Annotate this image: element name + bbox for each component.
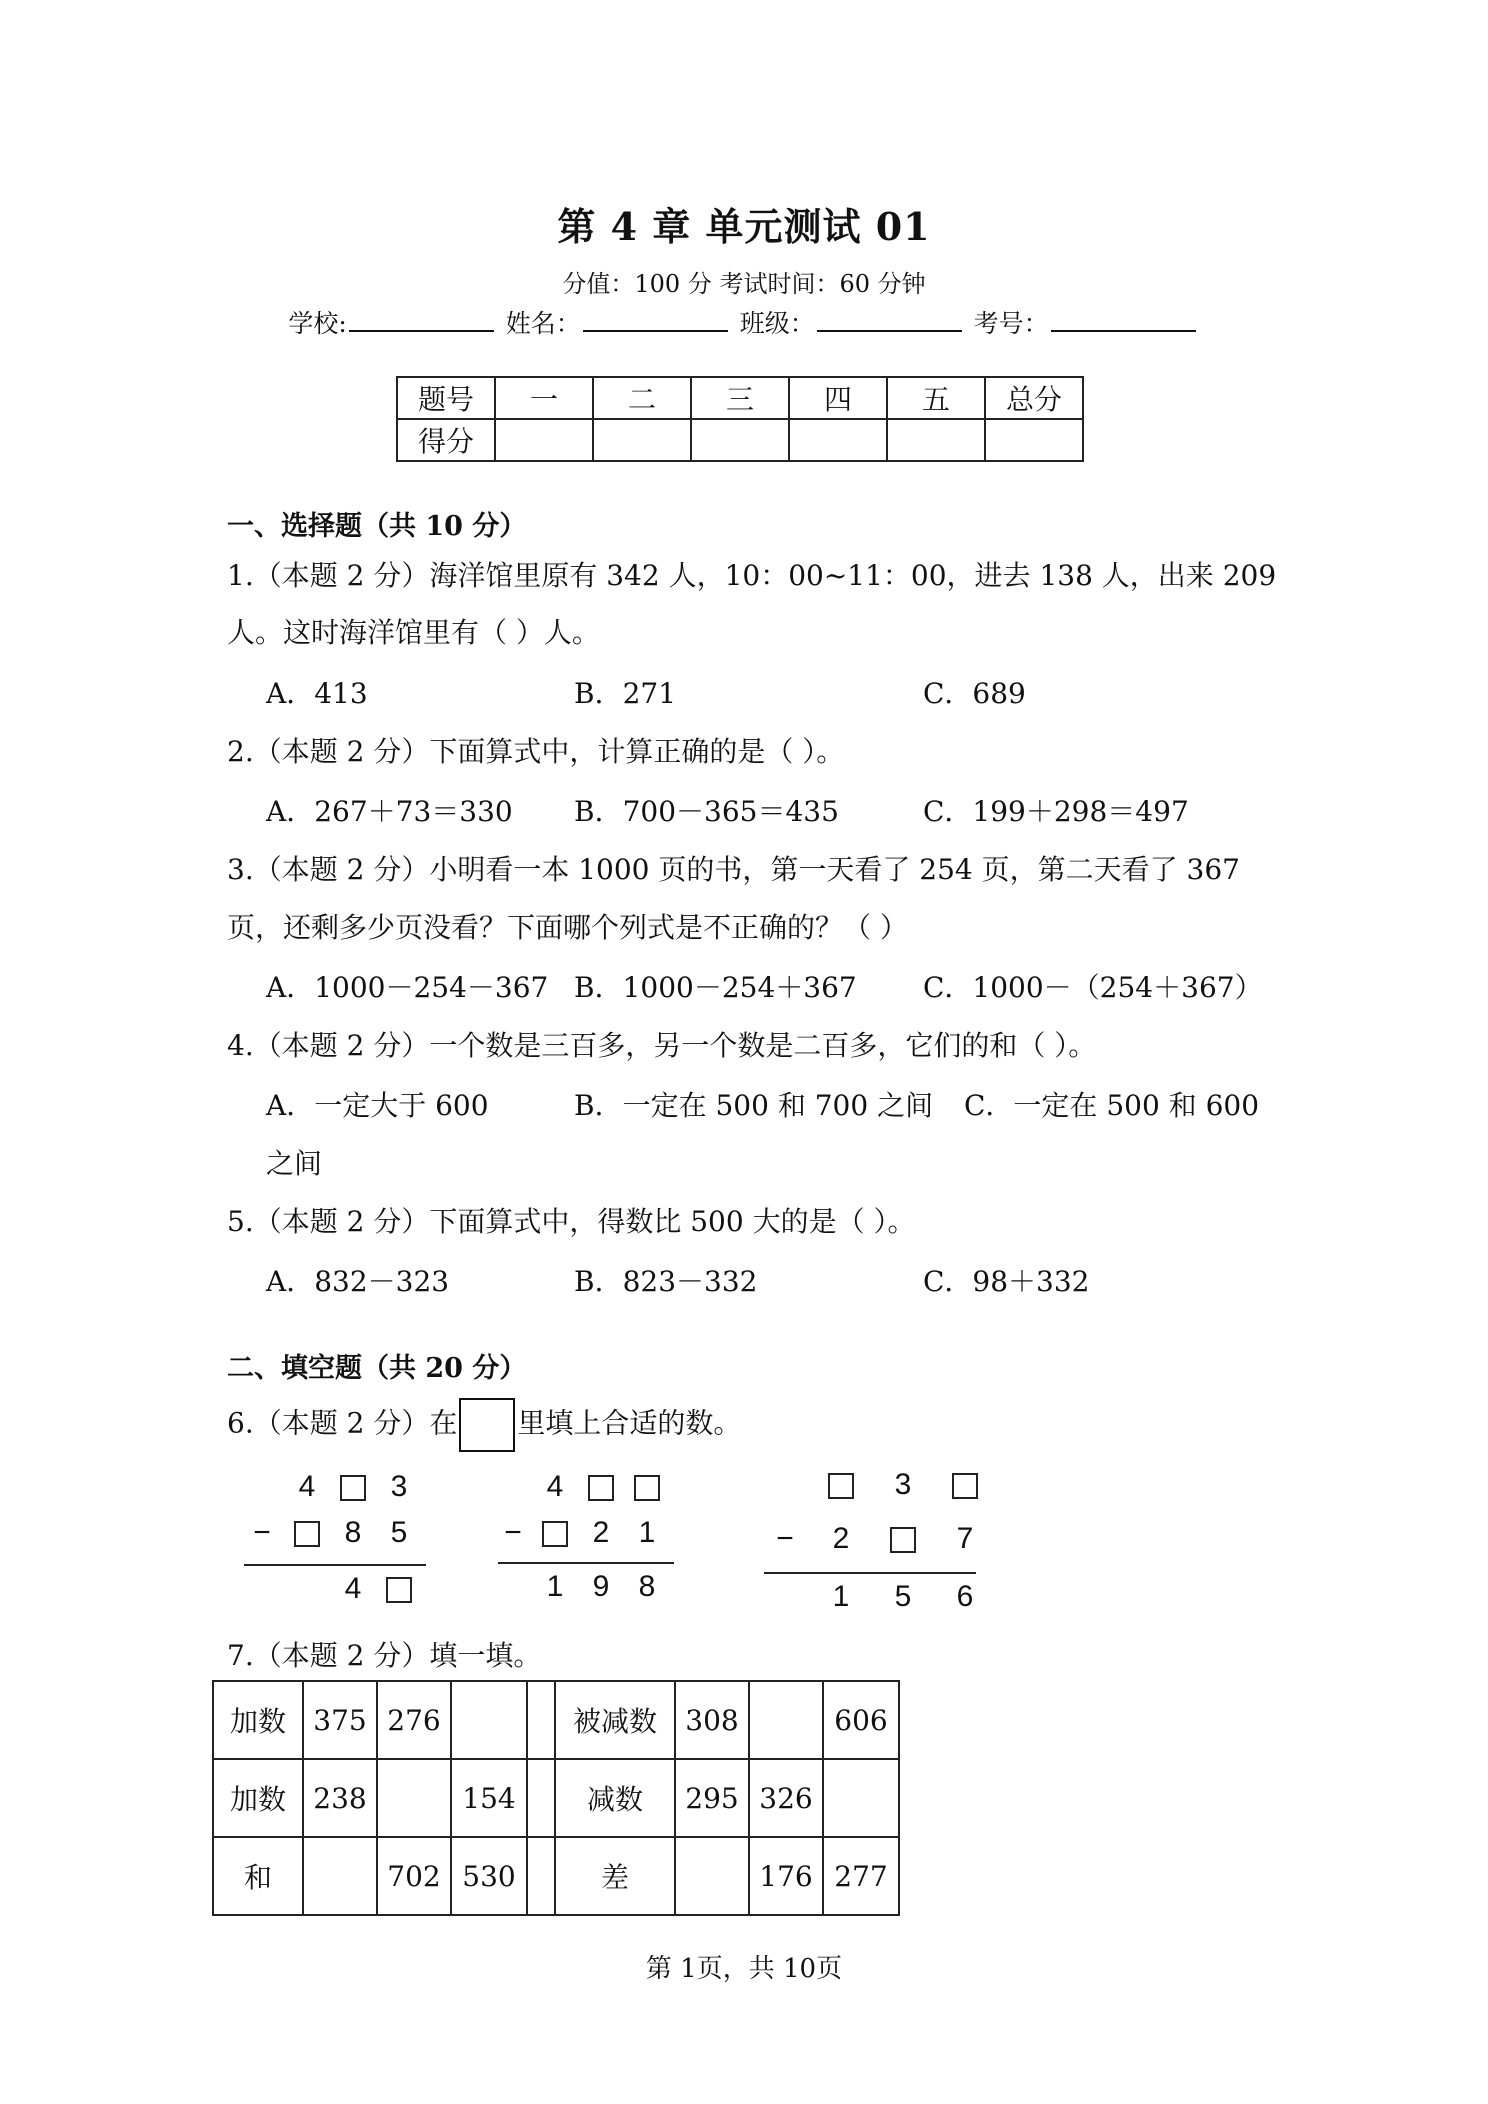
question-4-option-c-continuation: 之间: [266, 1147, 323, 1180]
table-gap-cell: [527, 1837, 555, 1915]
table-cell[interactable]: [451, 1681, 527, 1759]
score-table: [396, 376, 1084, 462]
question-3-option-c[interactable]: C．1000－（254＋367）: [923, 971, 1263, 1004]
page-footer: 第 1页，共 10页: [645, 1954, 843, 1984]
question-3-option-b[interactable]: B．1000－254＋367: [574, 971, 857, 1004]
question-3-line-2: 页，还剩多少页没看？下面哪个列式是不正确的？（ ）: [227, 911, 908, 944]
digit: 5: [894, 1580, 912, 1613]
digit: 4: [298, 1470, 316, 1503]
blank-digit-icon[interactable]: [330, 1470, 376, 1504]
score-cell[interactable]: [789, 419, 887, 461]
table-cell: 154: [451, 1759, 527, 1837]
question-5-option-b[interactable]: B．823－332: [574, 1265, 758, 1298]
row-label: 被减数: [555, 1681, 675, 1759]
score-cell[interactable]: [691, 419, 789, 461]
blank-digit-icon[interactable]: [284, 1516, 330, 1550]
blank-digit-icon[interactable]: [934, 1468, 996, 1502]
blank-digit-icon[interactable]: [578, 1470, 624, 1504]
score-header-cell: 三: [691, 377, 789, 419]
digit: 6: [956, 1580, 974, 1613]
table-cell: 308: [675, 1681, 749, 1759]
score-cell[interactable]: [593, 419, 691, 461]
table-gap-cell: [527, 1681, 555, 1759]
digit: 8: [638, 1570, 656, 1603]
blank-digit-icon[interactable]: [376, 1572, 422, 1606]
question-1-option-b[interactable]: B．271: [574, 677, 677, 710]
blank-digit-icon[interactable]: [872, 1522, 934, 1556]
row-label: 加数: [213, 1681, 303, 1759]
question-7-line-1: 7.（本题 2 分）填一填。: [227, 1639, 542, 1672]
table-cell: 530: [451, 1837, 527, 1915]
score-table-score-row: [397, 419, 1083, 461]
table-cell: 276: [377, 1681, 451, 1759]
class-blank[interactable]: [817, 306, 962, 332]
digit: 2: [832, 1522, 850, 1555]
table-cell: 238: [303, 1759, 377, 1837]
question-6-line-1: [227, 1398, 741, 1452]
name-label: 姓名：: [505, 309, 581, 338]
section-fill-heading: 二、填空题（共 20 分）: [227, 1353, 527, 1384]
question-6-text-after: 里填上合适的数。: [517, 1406, 742, 1440]
score-cell[interactable]: [985, 419, 1083, 461]
answer-box-icon: [459, 1398, 515, 1452]
digit: 5: [390, 1516, 408, 1549]
table-cell[interactable]: [377, 1759, 451, 1837]
sum-line: [244, 1564, 426, 1566]
class-label: 班级：: [739, 309, 815, 338]
question-4-option-b[interactable]: B．一定在 500 和 700 之间: [574, 1089, 934, 1122]
exam-number-label: 考号：: [973, 309, 1049, 338]
table-row: [213, 1837, 899, 1915]
row-label: 加数: [213, 1759, 303, 1837]
table-cell[interactable]: [823, 1759, 899, 1837]
score-row-label: 得分: [397, 419, 495, 461]
minus-sign: −: [504, 1516, 522, 1549]
score-header-cell: 四: [789, 377, 887, 419]
question-5-option-c[interactable]: C．98＋332: [923, 1265, 1090, 1298]
question-4-line-1: 4.（本题 2 分）一个数是三百多，另一个数是二百多，它们的和（ ）。: [227, 1029, 1097, 1062]
row-label: 减数: [555, 1759, 675, 1837]
table-cell: 277: [823, 1837, 899, 1915]
table-row: [213, 1759, 899, 1837]
blank-digit-icon[interactable]: [624, 1470, 670, 1504]
row-label: 差: [555, 1837, 675, 1915]
score-header-cell: 五: [887, 377, 985, 419]
table-cell: 606: [823, 1681, 899, 1759]
section-choice-heading: 一、选择题（共 10 分）: [227, 511, 527, 542]
student-info-fields: [0, 304, 1488, 340]
table-cell: 702: [377, 1837, 451, 1915]
digit: 4: [546, 1470, 564, 1503]
digit: 8: [344, 1516, 362, 1549]
page-title: 第 4 章 单元测试 01: [557, 204, 931, 249]
question-2-line-1: 2.（本题 2 分）下面算式中，计算正确的是（ ）。: [227, 735, 845, 768]
digit: 4: [344, 1572, 362, 1605]
score-cell[interactable]: [887, 419, 985, 461]
name-blank[interactable]: [583, 306, 728, 332]
digit: 3: [390, 1470, 408, 1503]
table-cell: 326: [749, 1759, 823, 1837]
digit: 1: [638, 1516, 656, 1549]
school-blank[interactable]: [349, 306, 494, 332]
score-header-cell: 总分: [985, 377, 1083, 419]
sum-line: [764, 1572, 976, 1574]
table-cell[interactable]: [303, 1837, 377, 1915]
question-4-option-c[interactable]: C．一定在 500 和 600: [964, 1089, 1260, 1122]
table-cell[interactable]: [675, 1837, 749, 1915]
score-header-cell: 二: [593, 377, 691, 419]
score-header-cell: 题号: [397, 377, 495, 419]
question-4-option-a[interactable]: A．一定大于 600: [266, 1089, 489, 1122]
vertical-subtraction-3: [760, 1468, 980, 1618]
question-1-line-1: 1.（本题 2 分）海洋馆里原有 342 人，10：00~11：00，进去 138 人，出来 209: [227, 559, 1277, 592]
minus-sign: −: [776, 1522, 794, 1555]
question-2-option-a[interactable]: A．267＋73＝330: [266, 795, 513, 828]
blank-digit-icon[interactable]: [532, 1516, 578, 1550]
question-6-text-before: 6.（本题 2 分）在: [227, 1406, 458, 1440]
sum-line: [498, 1562, 674, 1564]
school-label: 学校:: [288, 309, 347, 338]
question-5-option-a[interactable]: A．832－323: [266, 1265, 450, 1298]
question-2-option-c[interactable]: C．199＋298＝497: [923, 795, 1189, 828]
question-1-line-2: 人。这时海洋馆里有（ ）人。: [227, 616, 600, 649]
score-table-header-row: [397, 377, 1083, 419]
question-2-option-b[interactable]: B．700－365＝435: [574, 795, 839, 828]
digit: 1: [546, 1570, 564, 1603]
digit: 9: [592, 1570, 610, 1603]
question-1-option-a[interactable]: A．413: [266, 677, 368, 710]
digit: 1: [832, 1580, 850, 1613]
vertical-subtraction-1: [240, 1470, 430, 1605]
vertical-subtraction-2: [494, 1470, 678, 1603]
table-row: [213, 1681, 899, 1759]
table-cell: 295: [675, 1759, 749, 1837]
exam-number-blank[interactable]: [1051, 306, 1196, 332]
table-cell: 176: [749, 1837, 823, 1915]
question-5-line-1: 5.（本题 2 分）下面算式中，得数比 500 大的是（ ）。: [227, 1205, 916, 1238]
exam-meta: 分值：100 分 考试时间：60 分钟: [562, 270, 926, 298]
digit: 3: [894, 1468, 912, 1501]
table-gap-cell: [527, 1759, 555, 1837]
digit: 7: [956, 1522, 974, 1555]
fill-in-table: [212, 1680, 900, 1916]
question-1-option-c[interactable]: C．689: [923, 677, 1026, 710]
table-cell: 375: [303, 1681, 377, 1759]
minus-sign: −: [253, 1516, 271, 1549]
question-3-option-a[interactable]: A．1000－254－367: [266, 971, 549, 1004]
row-label: 和: [213, 1837, 303, 1915]
blank-digit-icon[interactable]: [810, 1468, 872, 1502]
table-cell[interactable]: [749, 1681, 823, 1759]
score-header-cell: 一: [495, 377, 593, 419]
question-3-line-1: 3.（本题 2 分）小明看一本 1000 页的书，第一天看了 254 页，第二天看了 367: [227, 853, 1240, 886]
digit: 2: [592, 1516, 610, 1549]
score-cell[interactable]: [495, 419, 593, 461]
